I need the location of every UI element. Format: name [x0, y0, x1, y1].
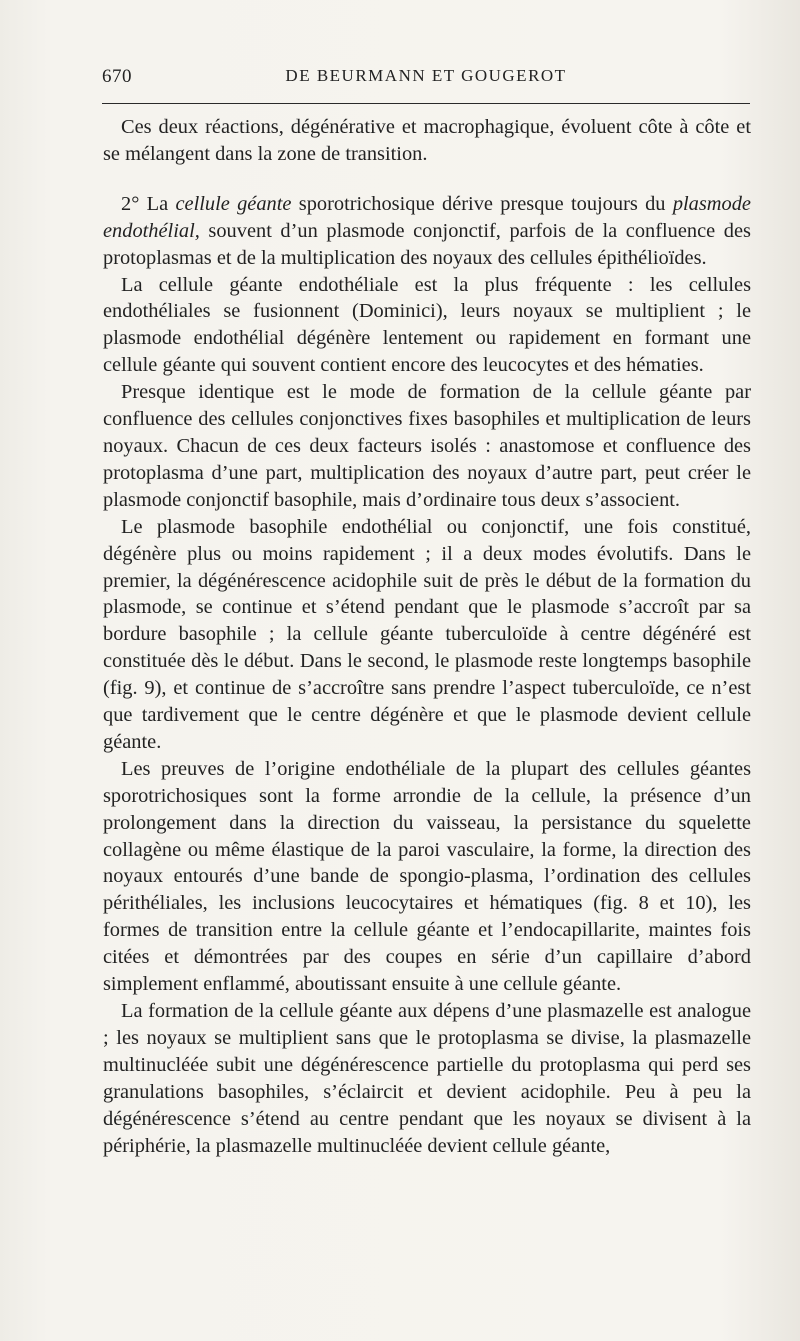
page-header — [102, 66, 750, 92]
paragraph-7: La formation de la cellule géante aux dépens d’une plasmazelle est analogue ; les noyaux se multiplient sans que le protoplasma se divise, la plasmazelle multinucléée subit une dégénérescence partielle du protoplasma qui perd ses granulations basophiles, s’éclaircit et devient acidophile. Peu à peu la dégénérescence s’étend au centre pendant que les noyaux se divisent à la périphérie, la plasmazelle multinucléée devient cellule géante, — [103, 1000, 751, 1157]
paragraph-2 — [103, 191, 751, 272]
paragraph-4: Presque identique est le mode de formation de la cellule géante par confluence des cellules conjonctives fixes basophiles et multiplication de leurs noyaux. Chacun de ces deux facteurs isolés : anastomose et confluence des protoplasma d’une part, multiplication des noyaux d’autre part, peut créer le plasmode conjonctif basophile, mais d’ordinaire tous deux s’associent. — [103, 381, 751, 511]
page-number: 670 — [102, 66, 132, 87]
paragraph-5: Le plasmode basophile endothélial ou conjonctif, une fois constitué, dégénère plus ou moins rapidement ; il a deux modes évolutifs. Dans le premier, la dégénérescence acidophile suit de près le début de la formation du plasmode, se continue et s’étend pendant que le plasmode s’accroît par sa bordure basophile ; la cellule géante tuberculoïde à centre dégénéré est constituée dès le début. Dans le second, le plasmode reste longtemps basophile (fig. 9), et continue de s’accroître sans prendre l’aspect tuberculoïde, ce n’est que tardivement que le centre dégénère et que le plasmode devient cellule géante. — [103, 515, 751, 753]
paragraph-2-lead: 2° La — [121, 192, 176, 215]
paragraph-2-italic-term-2: plasmode endothélial, — [103, 192, 751, 242]
header-rule — [102, 103, 750, 104]
paragraph-2-tail: souvent d’un plasmode conjonctif, parfois de la confluence des protoplasmas et de la multiplication des noyaux des cellules épithélioïdes. — [103, 219, 751, 269]
running-head: DE BEURMANN ET GOUGEROT — [285, 66, 567, 85]
paragraph-2-mid: sporotrichosique dérive presque toujours du — [291, 192, 673, 215]
paragraph-2-italic-term: cellule géante — [175, 192, 292, 215]
paragraph-6: Les preuves de l’origine endothéliale de la plupart des cellules géantes sporotrichosiques sont la forme arrondie de la cellule, la présence d’un prolongement dans la direction du vaisseau, la persistance du squelette collagène ou même élastique de la paroi vasculaire, la forme, la direction des noyaux entourés d’une bande de spongio-plasma, l’ordination des cellules périthéliales, les inclusions leucocytaires et hématiques (fig. 8 et 10), les formes de transition entre la cellule géante et l’endocapillarite, maintes fois citées et démontrées par des coupes en série d’un capillaire d’abord simplement enflammé, aboutissant ensuite à une cellule géante. — [103, 757, 751, 996]
paragraph-1: Ces deux réactions, dégénérative et macrophagique, évoluent côte à côte et se mélangent dans la zone de transition. — [103, 116, 751, 165]
body-text — [103, 114, 751, 1159]
paragraph-3: La cellule géante endothéliale est la plus fréquente : les cellules endothéliales se fusionnent (Dominici), leurs noyaux se multiplient ; le plasmode endothélial dégénère lentement ou rapidement en formant une cellule géante qui souvent contient encore des leucocytes et des hématies. — [103, 273, 751, 377]
